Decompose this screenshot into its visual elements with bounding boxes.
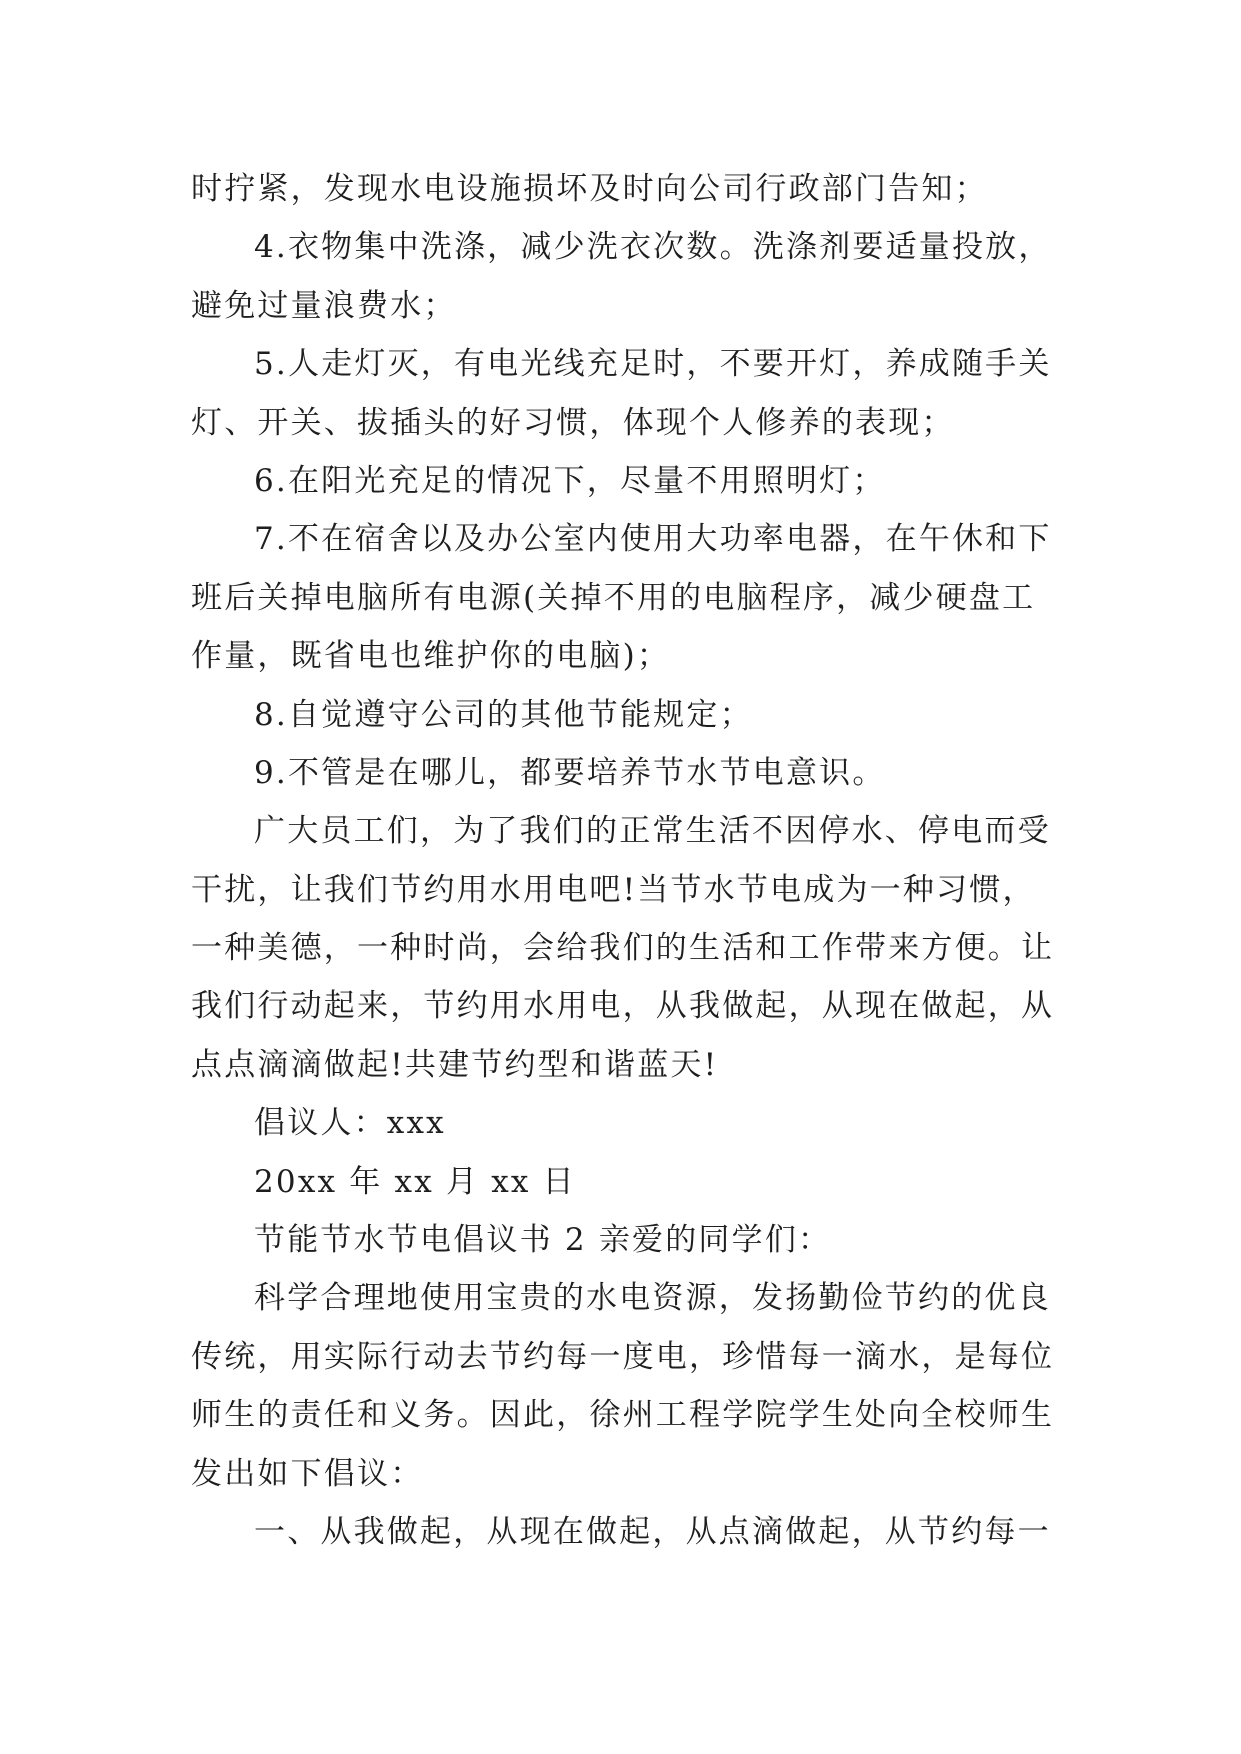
paragraph-start: 科学合理地使用宝贵的水电资源，发扬勤俭节约的优良 [254, 1280, 1051, 1317]
text-line: 班后关掉电脑所有电源(关掉不用的电脑程序，减少硬盘工 [191, 579, 1036, 616]
text-line: 师生的责任和义务。因此，徐州工程学院学生处向全校师生 [191, 1397, 1055, 1434]
text-line: 作量，既省电也维护你的电脑)； [191, 638, 671, 675]
text-line: 一种美德，一种时尚，会给我们的生活和工作带来方便。让 [191, 930, 1055, 967]
text-line: 传统，用实际行动去节约每一度电，珍惜每一滴水，是每位 [191, 1338, 1055, 1375]
list-item-4: 4.衣物集中洗涤，减少洗衣次数。洗涤剂要适量投放， [254, 229, 1052, 266]
list-item-9: 9.不管是在哪儿，都要培养节水节电意识。 [254, 754, 886, 791]
document-body [191, 160, 1057, 1561]
list-item-8: 8.自觉遵守公司的其他节能规定； [254, 696, 753, 733]
text-line: 发出如下倡议： [191, 1455, 424, 1492]
text-line: 避免过量浪费水； [191, 287, 457, 324]
paragraph-start: 广大员工们，为了我们的正常生活不因停水、停电而受 [254, 813, 1051, 850]
text-line: 时拧紧，发现水电设施损坏及时向公司行政部门告知； [191, 171, 988, 207]
date-line: 20xx 年 xx 月 xx 日 [254, 1163, 576, 1200]
list-item-5: 5.人走灯灭，有电光线充足时，不要开灯，养成随手关 [254, 346, 1052, 383]
list-item-6: 6.在阳光充足的情况下，尽量不用照明灯； [254, 462, 886, 499]
list-item-7: 7.不在宿舍以及办公室内使用大功率电器，在午休和下 [254, 521, 1052, 558]
text-line: 干扰，让我们节约用水用电吧!当节水节电成为一种习惯， [191, 871, 1036, 908]
section-heading: 节能节水节电倡议书 2 亲爱的同学们： [254, 1222, 832, 1259]
text-line: 灯、开关、拔插头的好习惯，体现个人修养的表现； [191, 404, 955, 441]
paragraph-start: 一、从我做起，从现在做起，从点滴做起，从节约每一 [254, 1513, 1051, 1550]
text-line: 我们行动起来，节约用水用电，从我做起，从现在做起，从 [191, 988, 1055, 1025]
signature-line: 倡议人：xxx [254, 1105, 446, 1142]
text-line: 点点滴滴做起!共建节约型和谐蓝天! [191, 1046, 719, 1083]
